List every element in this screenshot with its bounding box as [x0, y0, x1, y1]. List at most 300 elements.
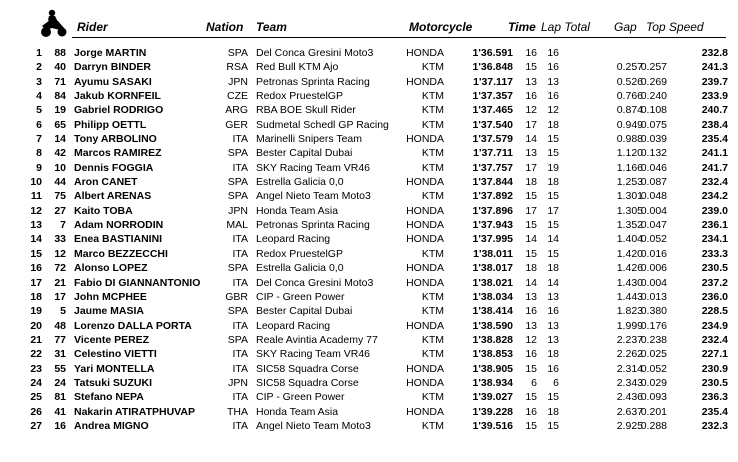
total-laps: 16	[547, 362, 559, 375]
motorcycle: KTM	[421, 348, 444, 361]
rider-name: Darryn BINDER	[74, 61, 152, 74]
best-time: 1'38.905	[472, 362, 513, 375]
lap: 15	[525, 61, 537, 74]
lap: 16	[525, 405, 537, 418]
header-divider	[72, 37, 726, 38]
team: SKY Racing Team VR46	[256, 348, 371, 361]
nation: SPA	[227, 47, 248, 59]
rider-name: Jorge MARTIN	[74, 47, 147, 59]
team: RBA BOE Skull Rider	[256, 104, 356, 117]
position: 7	[36, 133, 42, 146]
rider-name: Aron CANET	[74, 176, 138, 189]
total-laps: 18	[547, 348, 559, 361]
motorcycle: HONDA	[406, 47, 444, 59]
nation: CZE	[227, 90, 248, 103]
position: 9	[36, 161, 42, 174]
gap-to-first: 0.988	[616, 133, 643, 146]
top-speed: 232.3	[701, 419, 728, 432]
gap-to-previous: 0.176	[640, 319, 667, 332]
rider-number: 16	[54, 419, 66, 432]
gap-to-previous: 0.016	[640, 247, 667, 260]
table-row	[0, 376, 738, 390]
gap-to-first: 1.352	[616, 219, 643, 232]
nation: ITA	[232, 419, 248, 432]
position: 27	[30, 419, 42, 432]
gap-to-first: 0.949	[616, 118, 643, 131]
lap: 16	[525, 90, 537, 103]
gap-to-first: 1.404	[616, 233, 643, 246]
total-laps: 15	[547, 147, 559, 160]
rider-number: 14	[54, 133, 66, 146]
team: Del Conca Gresini Moto3	[256, 47, 374, 59]
nation: JPN	[228, 75, 248, 88]
top-speed: 239.0	[701, 204, 728, 217]
table-row	[0, 75, 738, 89]
total-laps: 18	[547, 262, 559, 275]
total-laps: 14	[547, 233, 559, 246]
rider-name: Jaume MASIA	[74, 305, 145, 318]
rider-name: Gabriel RODRIGO	[74, 104, 164, 117]
results-table	[0, 46, 738, 433]
table-row	[0, 161, 738, 175]
total-laps: 16	[547, 61, 559, 74]
header-motorcycle: Motorcycle	[409, 20, 473, 34]
best-time: 1'37.711	[473, 147, 513, 160]
rider-number: 81	[54, 391, 66, 404]
lap: 13	[525, 290, 537, 303]
gap-to-first: 1.301	[616, 190, 643, 203]
rider-name: Enea BASTIANINI	[74, 233, 163, 246]
position: 24	[30, 376, 42, 389]
gap-to-previous: 0.029	[640, 376, 667, 389]
gap-to-first: 2.343	[616, 376, 643, 389]
position: 3	[36, 75, 42, 88]
total-laps: 16	[547, 47, 559, 59]
gap-to-first: 0.526	[616, 75, 643, 88]
team: Sudmetal Schedl GP Racing	[256, 118, 389, 131]
team: Estrella Galicia 0,0	[256, 262, 344, 275]
top-speed: 234.2	[701, 190, 728, 203]
total-laps: 18	[547, 176, 559, 189]
motorcycle: HONDA	[406, 219, 444, 232]
rider-number: 17	[54, 290, 66, 303]
table-row	[0, 333, 738, 347]
best-time: 1'38.828	[472, 333, 513, 346]
position: 18	[30, 290, 42, 303]
top-speed: 235.4	[701, 133, 728, 146]
rider-number: 72	[54, 262, 66, 275]
nation: SPA	[227, 147, 248, 160]
total-laps: 15	[547, 219, 559, 232]
best-time: 1'37.579	[472, 133, 513, 146]
total-laps: 15	[547, 391, 559, 404]
motorcycle: HONDA	[406, 262, 444, 275]
best-time: 1'38.590	[472, 319, 513, 332]
gap-to-previous: 0.052	[640, 362, 667, 375]
rider-name: John MCPHEE	[74, 290, 147, 303]
position: 19	[30, 305, 42, 318]
nation: ITA	[232, 362, 248, 375]
gap-to-first: 2.262	[616, 348, 643, 361]
rider-number: 65	[54, 118, 66, 131]
gap-to-previous: 0.269	[640, 75, 667, 88]
total-laps: 13	[547, 333, 559, 346]
rider-name: Alonso LOPEZ	[74, 262, 148, 275]
total-laps: 12	[547, 104, 559, 117]
table-row	[0, 419, 738, 433]
table-row	[0, 319, 738, 333]
nation: SPA	[227, 333, 248, 346]
position: 16	[30, 262, 42, 275]
position: 21	[30, 333, 42, 346]
gap-to-previous: 0.240	[640, 90, 667, 103]
motorcycle: HONDA	[406, 319, 444, 332]
gap-to-first: 1.253	[616, 176, 643, 189]
top-speed: 236.3	[701, 391, 728, 404]
lap: 14	[525, 276, 537, 289]
table-row	[0, 405, 738, 419]
nation: ITA	[232, 233, 248, 246]
total-laps: 19	[547, 161, 559, 174]
motorcycle: KTM	[421, 147, 444, 160]
rider-number: 71	[54, 75, 66, 88]
motorcycle: HONDA	[406, 133, 444, 146]
motorcycle: KTM	[421, 118, 444, 131]
top-speed: 241.1	[701, 147, 728, 160]
gap-to-first: 0.257	[616, 61, 643, 74]
nation: JPN	[228, 204, 248, 217]
gap-to-previous: 0.087	[640, 176, 667, 189]
rider-number: 10	[54, 161, 66, 174]
motorcycle: KTM	[421, 161, 444, 174]
best-time: 1'39.228	[472, 405, 513, 418]
rider-name: Adam NORRODIN	[74, 219, 164, 232]
nation: ARG	[225, 104, 248, 117]
total-laps: 16	[547, 90, 559, 103]
nation: THA	[227, 405, 248, 418]
rider-name: Stefano NEPA	[74, 391, 144, 404]
nation: SPA	[227, 262, 248, 275]
gap-to-previous: 0.257	[640, 61, 667, 74]
gap-to-first: 1.430	[616, 276, 643, 289]
team: CIP - Green Power	[256, 391, 345, 404]
gap-to-previous: 0.052	[640, 233, 667, 246]
table-row	[0, 189, 738, 203]
nation: SPA	[227, 305, 248, 318]
table-row	[0, 218, 738, 232]
nation: ITA	[232, 319, 248, 332]
top-speed: 236.0	[701, 290, 728, 303]
lap: 18	[525, 176, 537, 189]
best-time: 1'37.757	[472, 161, 513, 174]
gap-to-previous: 0.201	[640, 405, 667, 418]
table-row	[0, 290, 738, 304]
table-row	[0, 362, 738, 376]
table-row	[0, 247, 738, 261]
nation: ITA	[232, 161, 248, 174]
lap: 13	[525, 75, 537, 88]
header-lap-total: Lap Total	[541, 20, 590, 34]
total-laps: 18	[547, 405, 559, 418]
team: SIC58 Squadra Corse	[256, 376, 359, 389]
rider-number: 19	[54, 104, 66, 117]
best-time: 1'38.017	[472, 262, 513, 275]
header-rider: Rider	[77, 20, 108, 34]
table-row	[0, 103, 738, 117]
top-speed: 230.5	[701, 262, 728, 275]
rider-number: 55	[54, 362, 66, 375]
total-laps: 13	[547, 290, 559, 303]
team: Leopard Racing	[256, 319, 331, 332]
nation: RSA	[226, 61, 248, 74]
rider-name: Andrea MIGNO	[74, 419, 149, 432]
gap-to-previous: 0.039	[640, 133, 667, 146]
top-speed: 227.1	[701, 348, 728, 361]
gap-to-previous: 0.108	[640, 104, 667, 117]
top-speed: 230.5	[701, 376, 728, 389]
gap-to-first: 0.766	[616, 90, 643, 103]
motorcycle: HONDA	[406, 75, 444, 88]
lap: 16	[525, 348, 537, 361]
top-speed: 230.9	[701, 362, 728, 375]
header-time: Time	[508, 20, 536, 34]
gap-to-first: 0.874	[616, 104, 643, 117]
top-speed: 241.3	[701, 61, 728, 74]
table-row	[0, 175, 738, 189]
motorcycle: HONDA	[406, 233, 444, 246]
best-time: 1'37.540	[472, 118, 513, 131]
motorcycle: KTM	[421, 391, 444, 404]
top-speed: 237.2	[701, 276, 728, 289]
best-time: 1'38.414	[472, 305, 513, 318]
team: Estrella Galicia 0,0	[256, 176, 344, 189]
position: 1	[36, 47, 42, 59]
team: Angel Nieto Team Moto3	[256, 419, 371, 432]
position: 4	[36, 90, 42, 103]
header-team: Team	[256, 20, 287, 34]
rider-name: Marco BEZZECCHI	[74, 247, 168, 260]
best-time: 1'37.995	[472, 233, 513, 246]
motorcycle: KTM	[421, 61, 444, 74]
top-speed: 233.9	[701, 90, 728, 103]
total-laps: 15	[547, 419, 559, 432]
team: Bester Capital Dubai	[256, 147, 353, 160]
team: Leopard Racing	[256, 233, 331, 246]
nation: ITA	[232, 348, 248, 361]
rider-name: Marcos RAMIREZ	[74, 147, 162, 160]
gap-to-previous: 0.093	[640, 391, 667, 404]
lap: 18	[525, 262, 537, 275]
lap: 14	[525, 233, 537, 246]
nation: GER	[225, 118, 248, 131]
gap-to-first: 1.426	[616, 262, 643, 275]
best-time: 1'37.117	[473, 75, 513, 88]
team: Angel Nieto Team Moto3	[256, 190, 371, 203]
nation: ITA	[232, 247, 248, 260]
nation: MAL	[226, 219, 248, 232]
team: Honda Team Asia	[256, 204, 339, 217]
table-row	[0, 347, 738, 361]
gap-to-first: 2.237	[616, 333, 643, 346]
team: SKY Racing Team VR46	[256, 161, 371, 174]
rider-name: Tatsuki SUZUKI	[74, 376, 152, 389]
team: Petronas Sprinta Racing	[256, 75, 370, 88]
gap-to-first: 1.120	[616, 147, 643, 160]
position: 2	[36, 61, 42, 74]
rider-name: Albert ARENAS	[74, 190, 152, 203]
motorcycle: KTM	[421, 290, 444, 303]
position: 26	[30, 405, 42, 418]
top-speed: 241.7	[701, 161, 728, 174]
motorcycle: KTM	[421, 90, 444, 103]
top-speed: 232.4	[701, 176, 728, 189]
motorcycle: HONDA	[406, 204, 444, 217]
table-row	[0, 146, 738, 160]
rider-number: 12	[54, 247, 66, 260]
table-row	[0, 60, 738, 74]
gap-to-previous: 0.025	[640, 348, 667, 361]
rider-name: Nakarin ATIRATPHUVAP	[74, 405, 195, 418]
position: 25	[30, 391, 42, 404]
rider-name: Vicente PEREZ	[74, 333, 150, 346]
rider-number: 40	[54, 61, 66, 74]
top-speed: 232.8	[701, 47, 728, 59]
total-laps: 6	[553, 376, 559, 389]
motorcycle: KTM	[421, 190, 444, 203]
total-laps: 15	[547, 190, 559, 203]
lap: 15	[525, 362, 537, 375]
nation: GBR	[225, 290, 248, 303]
lap: 13	[525, 147, 537, 160]
motorcycle: HONDA	[406, 405, 444, 418]
position: 23	[30, 362, 42, 375]
rider-number: 88	[54, 47, 66, 59]
best-time: 1'38.021	[472, 276, 513, 289]
position: 5	[36, 104, 42, 117]
header-gap: Gap	[614, 20, 637, 34]
gap-to-previous: 0.004	[640, 204, 667, 217]
team: CIP - Green Power	[256, 290, 345, 303]
rider-name: Tony ARBOLINO	[74, 133, 157, 146]
lap: 16	[525, 47, 537, 59]
position: 20	[30, 319, 42, 332]
rider-name: Yari MONTELLA	[74, 362, 155, 375]
gap-to-previous: 0.075	[640, 118, 667, 131]
best-time: 1'37.357	[472, 90, 513, 103]
lap: 12	[525, 333, 537, 346]
position: 22	[30, 348, 42, 361]
gap-to-previous: 0.004	[640, 276, 667, 289]
position: 6	[36, 118, 42, 131]
table-row	[0, 132, 738, 146]
team: Marinelli Snipers Team	[256, 133, 363, 146]
position: 15	[30, 247, 42, 260]
motorcycle: KTM	[421, 305, 444, 318]
gap-to-first: 1.305	[616, 204, 643, 217]
motorcycle: HONDA	[406, 176, 444, 189]
best-time: 1'37.896	[472, 204, 513, 217]
best-time: 1'39.027	[472, 391, 513, 404]
motorcycle: KTM	[421, 104, 444, 117]
motorcycle: KTM	[421, 247, 444, 260]
lap: 15	[525, 419, 537, 432]
gap-to-previous: 0.380	[640, 305, 667, 318]
rider-number: 33	[54, 233, 66, 246]
rider-number: 7	[60, 219, 66, 232]
team: SIC58 Squadra Corse	[256, 362, 359, 375]
table-row	[0, 204, 738, 218]
gap-to-previous: 0.046	[640, 161, 667, 174]
total-laps: 15	[547, 247, 559, 260]
lap: 13	[525, 319, 537, 332]
top-speed: 233.3	[701, 247, 728, 260]
gap-to-previous: 0.048	[640, 190, 667, 203]
table-row	[0, 304, 738, 318]
best-time: 1'39.516	[472, 419, 513, 432]
team: Del Conca Gresini Moto3	[256, 276, 374, 289]
rider-name: Lorenzo DALLA PORTA	[74, 319, 192, 332]
position: 8	[36, 147, 42, 160]
gap-to-first: 1.166	[616, 161, 643, 174]
lap: 14	[525, 133, 537, 146]
rider-number: 44	[54, 176, 66, 189]
position: 13	[30, 219, 42, 232]
top-speed: 239.7	[701, 75, 728, 88]
table-row	[0, 390, 738, 404]
nation: ITA	[232, 276, 248, 289]
team: Red Bull KTM Ajo	[256, 61, 339, 74]
rider-number: 31	[54, 348, 66, 361]
position: 12	[30, 204, 42, 217]
lap: 15	[525, 247, 537, 260]
top-speed: 232.4	[701, 333, 728, 346]
best-time: 1'38.853	[472, 348, 513, 361]
motorcycle: HONDA	[406, 276, 444, 289]
rider-number: 42	[54, 147, 66, 160]
gap-to-previous: 0.132	[640, 147, 667, 160]
team: Redox PruestelGP	[256, 90, 343, 103]
gap-to-first: 2.314	[616, 362, 643, 375]
team: Redox PruestelGP	[256, 247, 343, 260]
nation: SPA	[227, 190, 248, 203]
position: 11	[30, 190, 42, 203]
motorcycle: HONDA	[406, 376, 444, 389]
rider-name: Ayumu SASAKI	[74, 75, 152, 88]
lap: 15	[525, 190, 537, 203]
total-laps: 17	[547, 204, 559, 217]
rider-number: 77	[54, 333, 66, 346]
team: Honda Team Asia	[256, 405, 339, 418]
table-row	[0, 276, 738, 290]
motorcycle: KTM	[421, 333, 444, 346]
rider-number: 24	[54, 376, 66, 389]
lap: 6	[531, 376, 537, 389]
best-time: 1'38.011	[473, 247, 513, 260]
gap-to-first: 1.443	[616, 290, 643, 303]
rider-number: 21	[54, 276, 66, 289]
top-speed: 234.1	[701, 233, 728, 246]
nation: JPN	[228, 376, 248, 389]
total-laps: 15	[547, 133, 559, 146]
table-row	[0, 232, 738, 246]
best-time: 1'38.934	[472, 376, 513, 389]
gap-to-first: 2.436	[616, 391, 643, 404]
top-speed: 234.9	[701, 319, 728, 332]
motorcycle-rider-logo-icon	[38, 8, 68, 38]
team: Bester Capital Dubai	[256, 305, 353, 318]
nation: ITA	[232, 391, 248, 404]
lap: 16	[525, 305, 537, 318]
